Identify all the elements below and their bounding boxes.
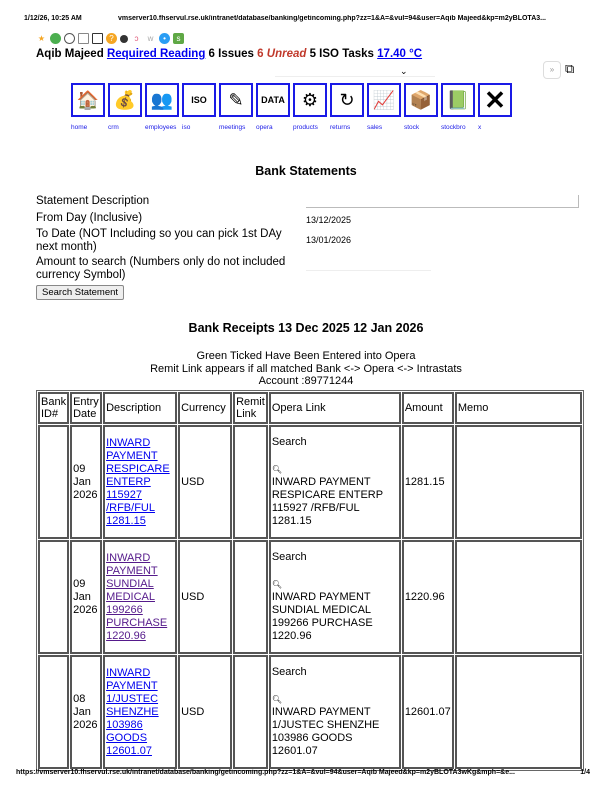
cell-bank-id — [38, 540, 69, 654]
print-footer — [16, 769, 590, 779]
document-pencil-icon: ✎ — [228, 89, 244, 110]
header-opera-link: Opera Link — [269, 392, 401, 424]
table-row — [38, 425, 582, 539]
temperature-link[interactable]: 17.40 °C — [377, 48, 423, 60]
receipts-notes — [0, 350, 612, 388]
receipts-title: Bank Receipts 13 Dec 2025 12 Jan 2026 — [188, 321, 424, 335]
description-link[interactable]: INWARD PAYMENT RESPICARE ENTERP 115927 /RFB/FUL 1281.15 — [106, 436, 170, 527]
toolbar-button-crm[interactable] — [108, 83, 142, 117]
toolbar-label-returns[interactable]: returns — [330, 124, 351, 131]
toolbar-label-products[interactable]: products — [293, 124, 318, 131]
cell-amount: 1220.96 — [402, 540, 454, 654]
from-date-label: From Day (Inclusive) — [36, 212, 143, 224]
opera-search-label: Search — [271, 436, 307, 448]
chat-icon[interactable]: • — [159, 33, 170, 44]
header-currency: Currency — [178, 392, 232, 424]
toolbar-label-home[interactable]: home — [71, 124, 88, 131]
bank-receipts-table — [36, 390, 584, 771]
toolbar-button-returns[interactable] — [330, 83, 364, 117]
cell-opera-link — [269, 540, 401, 654]
cell-amount: 1281.15 — [402, 425, 454, 539]
table-row — [38, 540, 582, 654]
toolbar-button-home[interactable] — [71, 83, 105, 117]
magnifier-icon[interactable]: 🔍︎ — [271, 580, 282, 589]
unread-count: 6 — [257, 48, 264, 60]
cell-description — [103, 425, 177, 539]
opera-match-text: INWARD PAYMENT 1/JUSTEC SHENZHE 103986 GOODS 12601.07 — [271, 706, 380, 757]
toolbar-label-x[interactable]: x — [478, 124, 482, 131]
toolbar-button-products[interactable] — [293, 83, 327, 117]
print-url: vmserver10.fhservul.rse.uk/intranet/database/banking/getincoming.php?zz=1&A=&vul=94&user=Aqib Majeed&kp=m2yBLOTA3... — [118, 15, 546, 22]
toolbar-labels — [71, 124, 515, 131]
cell-description — [103, 540, 177, 654]
amount-label: Amount to search (Numbers only do not included currency Symbol) — [36, 256, 286, 281]
user-bar — [36, 48, 422, 60]
cell-entry-date: 08 Jan 2026 — [70, 655, 102, 769]
page-title: Bank Statements — [255, 164, 357, 178]
user-name: Aqib Majeed — [36, 48, 104, 60]
account-number: Account :89771244 — [258, 375, 354, 387]
toolbar-label-sales[interactable]: sales — [367, 124, 383, 131]
cell-entry-date: 09 Jan 2026 — [70, 540, 102, 654]
cell-remit-link — [233, 540, 268, 654]
from-date-input[interactable]: 13/12/2025 — [306, 215, 352, 225]
issues-count: 6 Issues — [208, 48, 254, 60]
toolbar-button-stock[interactable] — [404, 83, 438, 117]
amount-input[interactable] — [306, 270, 431, 271]
treasure-chest-icon: 💰 — [113, 89, 137, 110]
opera-search-label: Search — [271, 551, 307, 563]
opera-search-label: Search — [271, 666, 307, 678]
opera-data-icon: DATA — [261, 95, 285, 105]
toolbar-button-opera[interactable] — [256, 83, 290, 117]
grid-icon[interactable] — [78, 33, 89, 44]
cell-description — [103, 655, 177, 769]
toolbar-button-x[interactable] — [478, 83, 512, 117]
toolbar-label-opera[interactable]: opera — [256, 124, 273, 131]
print-footer-url: https://vmserver10.fhservul.rse.uk/intranet/database/banking/getincoming.php?zz=1&A=&vul=94&user=Aqib Majeed&kp=m2yBLOTA3wKg&mph=&e... — [16, 769, 515, 776]
opera-match-text: INWARD PAYMENT SUNDIAL MEDICAL 199266 PURCHASE 1220.96 — [271, 591, 373, 642]
cell-currency: USD — [178, 540, 232, 654]
toolbar-button-meetings[interactable] — [219, 83, 253, 117]
app-toolbar — [71, 83, 512, 117]
green-circle-icon[interactable] — [50, 33, 61, 44]
cell-remit-link — [233, 425, 268, 539]
page-number: 1/4 — [580, 769, 590, 776]
cell-memo[interactable] — [455, 655, 582, 769]
header-description: Description — [103, 392, 177, 424]
statement-search-form — [36, 195, 581, 300]
description-link[interactable]: INWARD PAYMENT SUNDIAL MEDICAL 199266 PURCHASE 1220.96 — [106, 551, 168, 642]
popout-icon[interactable]: ⧉ — [565, 61, 575, 76]
toolbar-label-stock[interactable]: stock — [404, 124, 420, 131]
cell-amount: 12601.07 — [402, 655, 454, 769]
cell-memo[interactable] — [455, 540, 582, 654]
print-date: 1/12/26, 10:25 AM — [24, 15, 82, 22]
header-entry-date: Entry Date — [70, 392, 102, 424]
magnifier-icon[interactable]: 🔍︎ — [271, 465, 282, 474]
toolbar-label-stockbro[interactable]: stockbro — [441, 124, 466, 131]
house-icon: 🏠 — [76, 89, 100, 110]
opera-match-text: INWARD PAYMENT RESPICARE ENTERP 115927 /RFB/FUL 1281.15 — [271, 476, 383, 527]
globe-icon[interactable] — [64, 33, 75, 44]
search-statement-button[interactable]: Search Statement — [36, 285, 124, 300]
toolbar-label-crm[interactable]: crm — [108, 124, 119, 131]
help-icon[interactable]: ? — [106, 33, 117, 44]
people-icon: 👥 — [150, 89, 174, 110]
cell-remit-link — [233, 655, 268, 769]
favorites-bar — [36, 33, 184, 44]
header-amount: Amount — [402, 392, 454, 424]
table-header-row — [38, 392, 582, 424]
gears-icon: ⚙ — [301, 89, 319, 110]
cell-memo[interactable] — [455, 425, 582, 539]
chevron-down-icon[interactable]: ⌄ — [400, 66, 408, 76]
toolbar-label-meetings[interactable]: meetings — [219, 124, 246, 131]
toolbar-button-stockbro[interactable] — [441, 83, 475, 117]
toolbar-button-sales[interactable] — [367, 83, 401, 117]
iso-tasks: 5 ISO Tasks — [309, 48, 374, 60]
cell-opera-link — [269, 655, 401, 769]
wiki-icon[interactable]: w — [147, 34, 154, 43]
toolbar-label-employees[interactable]: employees — [145, 124, 177, 131]
description-link[interactable]: INWARD PAYMENT 1/JUSTEC SHENZHE 103986 GOODS 12601.07 — [106, 666, 159, 757]
description-label: Statement Description — [36, 195, 150, 207]
unread-label: Unread — [266, 48, 307, 60]
required-reading-link[interactable]: Required Reading — [106, 48, 206, 60]
note-green-ticked: Green Ticked Have Been Entered into Opera — [196, 350, 416, 362]
cell-entry-date: 09 Jan 2026 — [70, 425, 102, 539]
header-bank-id: Bank ID# — [38, 392, 69, 424]
header-memo: Memo — [455, 392, 582, 424]
shopify-icon[interactable]: s — [173, 33, 184, 44]
print-header — [24, 15, 590, 25]
cell-opera-link — [269, 425, 401, 539]
header-remit-link: Remit Link — [233, 392, 268, 424]
to-date-input[interactable]: 13/01/2026 — [306, 235, 352, 245]
to-date-label: To Date (NOT Including so you can pick 1st DAy next month) — [36, 228, 282, 253]
sales-chart-icon: 📈 — [372, 89, 396, 110]
window-icon[interactable] — [92, 33, 103, 44]
note-remit-link: Remit Link appears if all matched Bank <-> Opera <-> Intrastats — [150, 362, 462, 375]
cell-currency: USD — [178, 655, 232, 769]
table-row — [38, 655, 582, 769]
x-icon: ✕ — [484, 84, 506, 115]
toolbar-button-employees[interactable] — [145, 83, 179, 117]
magnifier-icon[interactable]: 🔍︎ — [271, 695, 282, 704]
info-icon[interactable] — [120, 35, 128, 43]
box-icon: 📦 — [409, 89, 433, 110]
cell-bank-id — [38, 425, 69, 539]
toolbar-button-iso[interactable] — [182, 83, 216, 117]
cell-bank-id — [38, 655, 69, 769]
star-icon[interactable]: ★ — [37, 34, 46, 43]
unread-indicator — [257, 48, 306, 60]
green-book-icon: 📗 — [446, 89, 470, 110]
pink-icon[interactable]: ↄ — [134, 34, 139, 43]
refresh-icon: ↻ — [339, 89, 355, 110]
toolbar-label-iso[interactable]: iso — [182, 124, 191, 131]
cell-currency: USD — [178, 425, 232, 539]
iso-icon: ISO — [191, 95, 207, 105]
dropdown-select[interactable] — [275, 76, 435, 77]
expand-button[interactable]: » — [543, 61, 561, 79]
description-input[interactable] — [306, 195, 579, 208]
